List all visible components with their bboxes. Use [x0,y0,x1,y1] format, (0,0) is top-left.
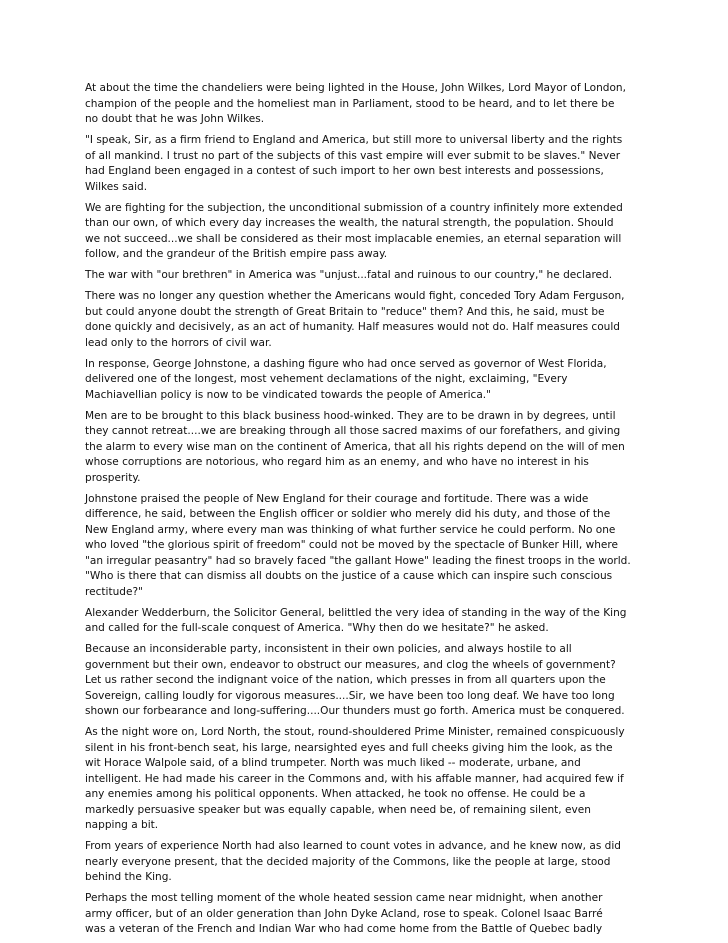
text-line: Johnstone praised the people of New England for their courage and fortitude. There was a wide [85,492,589,505]
text-line: delivered one of the longest, most vehement declamations of the night, exclaiming, "Every [85,373,568,385]
text-line: From years of experience North had also learned to count votes in advance, and he knew now, as did [85,840,621,852]
text-line: prosperity. [85,471,141,484]
paragraph [85,81,645,128]
text-line: and called for the full-scale conquest of America. "Why then do we hesitate?" he asked. [85,622,549,634]
text-line: intelligent. He had made his career in the Commons and, with his affable manner, had acquired few if [85,772,624,785]
text-line: we not succeed...we shall be considered as their most implacable enemies, an eternal separation will [85,232,622,245]
text-line: shown our forbearance and long-suffering....Our thunders must go forth. America must be conquered. [85,705,625,717]
text-line: Machiavellian policy is now to be vindicated towards the people of America." [85,388,492,401]
text-line: any enemies among his political opponents. When attacked, he took no offense. He could be a [85,788,586,800]
text-line: of all mankind. I trust no part of the subjects of this vast empire will ever submit to be slaves." Never [85,149,621,162]
paragraph [85,606,645,637]
paragraph [85,725,645,834]
text-line: than our own, of which every day increases the wealth, the natural strength, the population. Should [85,217,614,229]
text-line: Because an inconsiderable party, inconsistent in their own policies, and always hostile to all [85,643,572,655]
text-line: napping a bit. [85,819,159,831]
text-line: Sovereign, calling loudly for vigorous measures....Sir, we have been too long deaf. We have too long [85,689,615,702]
text-line: rectitude?" [85,585,143,598]
text-line: behind the King. [85,871,172,883]
text-line: was a veteran of the French and Indian War who had come home from the Battle of Quebec badly [85,923,603,935]
text-line: markedly persuasive speaker but was equally capable, when need be, of remaining silent, even [85,803,591,816]
text-line: silent in his front-bench seat, his large, nearsighted eyes and full cheeks giving him the look, as the [85,741,613,754]
text-line: had England been engaged in a contest of such import to her own best interests and possessions, [85,165,604,177]
text-line: the alarm to every wise man on the continent of America, that all his rights depend on the will of men [85,440,625,453]
paragraph [85,891,645,938]
text-line: champion of the people and the homeliest man in Parliament, stood to be heard, and to let there be [85,97,615,110]
text-line: government but their own, endeavor to obstruct our measures, and clog the wheels of government? [85,658,616,671]
text-line: The war with "our brethren" in America was "unjust...fatal and ruinous to our country," he declared. [85,269,613,281]
text-line: In response, George Johnstone, a dashing figure who had once served as governor of West Florida, [85,357,607,370]
paragraph [85,839,645,886]
text-line: wit Horace Walpole said, of a blind trumpeter. North was much liked -- moderate, urbane, and [85,757,581,769]
text-line: Perhaps the most telling moment of the whole heated session came near midnight, when another [85,892,603,904]
text-line: "I speak, Sir, as a firm friend to England and America, but still more to universal liberty and the rights [85,134,623,146]
text-line: "an irregular peasantry" had so bravely faced "the gallant Howe" leading the finest troops in the world. [85,554,631,567]
paragraph [85,409,645,487]
text-line: As the night wore on, Lord North, the stout, round-shouldered Prime Minister, remained conspicuously [85,726,625,738]
document-page [85,81,645,943]
text-line: There was no longer any question whether the Americans would fight, conceded Tory Adam Ferguson, [85,290,625,302]
text-line: lead only to the horrors of civil war. [85,336,272,349]
paragraph [85,268,645,284]
text-line: nearly everyone present, that the decided majority of the Commons, like the people at large, stood [85,855,611,868]
text-line: At about the time the chandeliers were being lighted in the House, John Wilkes, Lord Mayor of London, [85,82,626,94]
text-line: no doubt that he was John Wilkes. [85,113,265,125]
text-line: they cannot retreat....we are breaking through all those sacred maxims of our forefathers, and giving [85,425,621,437]
text-line: whose corruptions are notorious, who regard him as an enemy, and who have no interest in his [85,456,589,468]
paragraph [85,642,645,720]
text-line: Men are to be brought to this black business hood-winked. They are to be drawn in by degrees, until [85,409,616,422]
text-line: Let us rather second the indignant voice of the nation, which presses in from all quarters upon the [85,674,606,686]
text-line: "Who is there that can dismiss all doubts on the justice of a cause which can inspire such conscious [85,570,613,582]
text-line: army officer, but of an older generation than John Dyke Acland, rose to speak. Colonel Isaac Barré [85,907,603,920]
text-line: follow, and the grandeur of the British empire pass away. [85,248,388,260]
text-line: difference, he said, between the English officer or soldier who merely did his duty, and those of the [85,508,611,520]
text-line: Alexander Wedderburn, the Solicitor General, belittled the very idea of standing in the way of the King [85,606,627,619]
paragraph [85,133,645,195]
paragraph [85,289,645,351]
document-body [85,81,645,938]
text-line: who loved "the glorious spirit of freedom" could not be moved by the spectacle of Bunker Hill, where [85,539,618,551]
paragraph [85,201,645,263]
text-line: We are fighting for the subjection, the unconditional submission of a country infinitely more extended [85,201,623,214]
paragraph [85,357,645,404]
paragraph [85,492,645,601]
text-line: New England army, where every man was thinking of what further service he could perform. No one [85,523,616,536]
text-line: done quickly and decisively, as an act of humanity. Half measures would not do. Half measures could [85,321,620,333]
text-line: Wilkes said. [85,180,148,193]
text-line: but could anyone doubt the strength of Great Britain to "reduce" them? And this, he said, must be [85,305,605,318]
